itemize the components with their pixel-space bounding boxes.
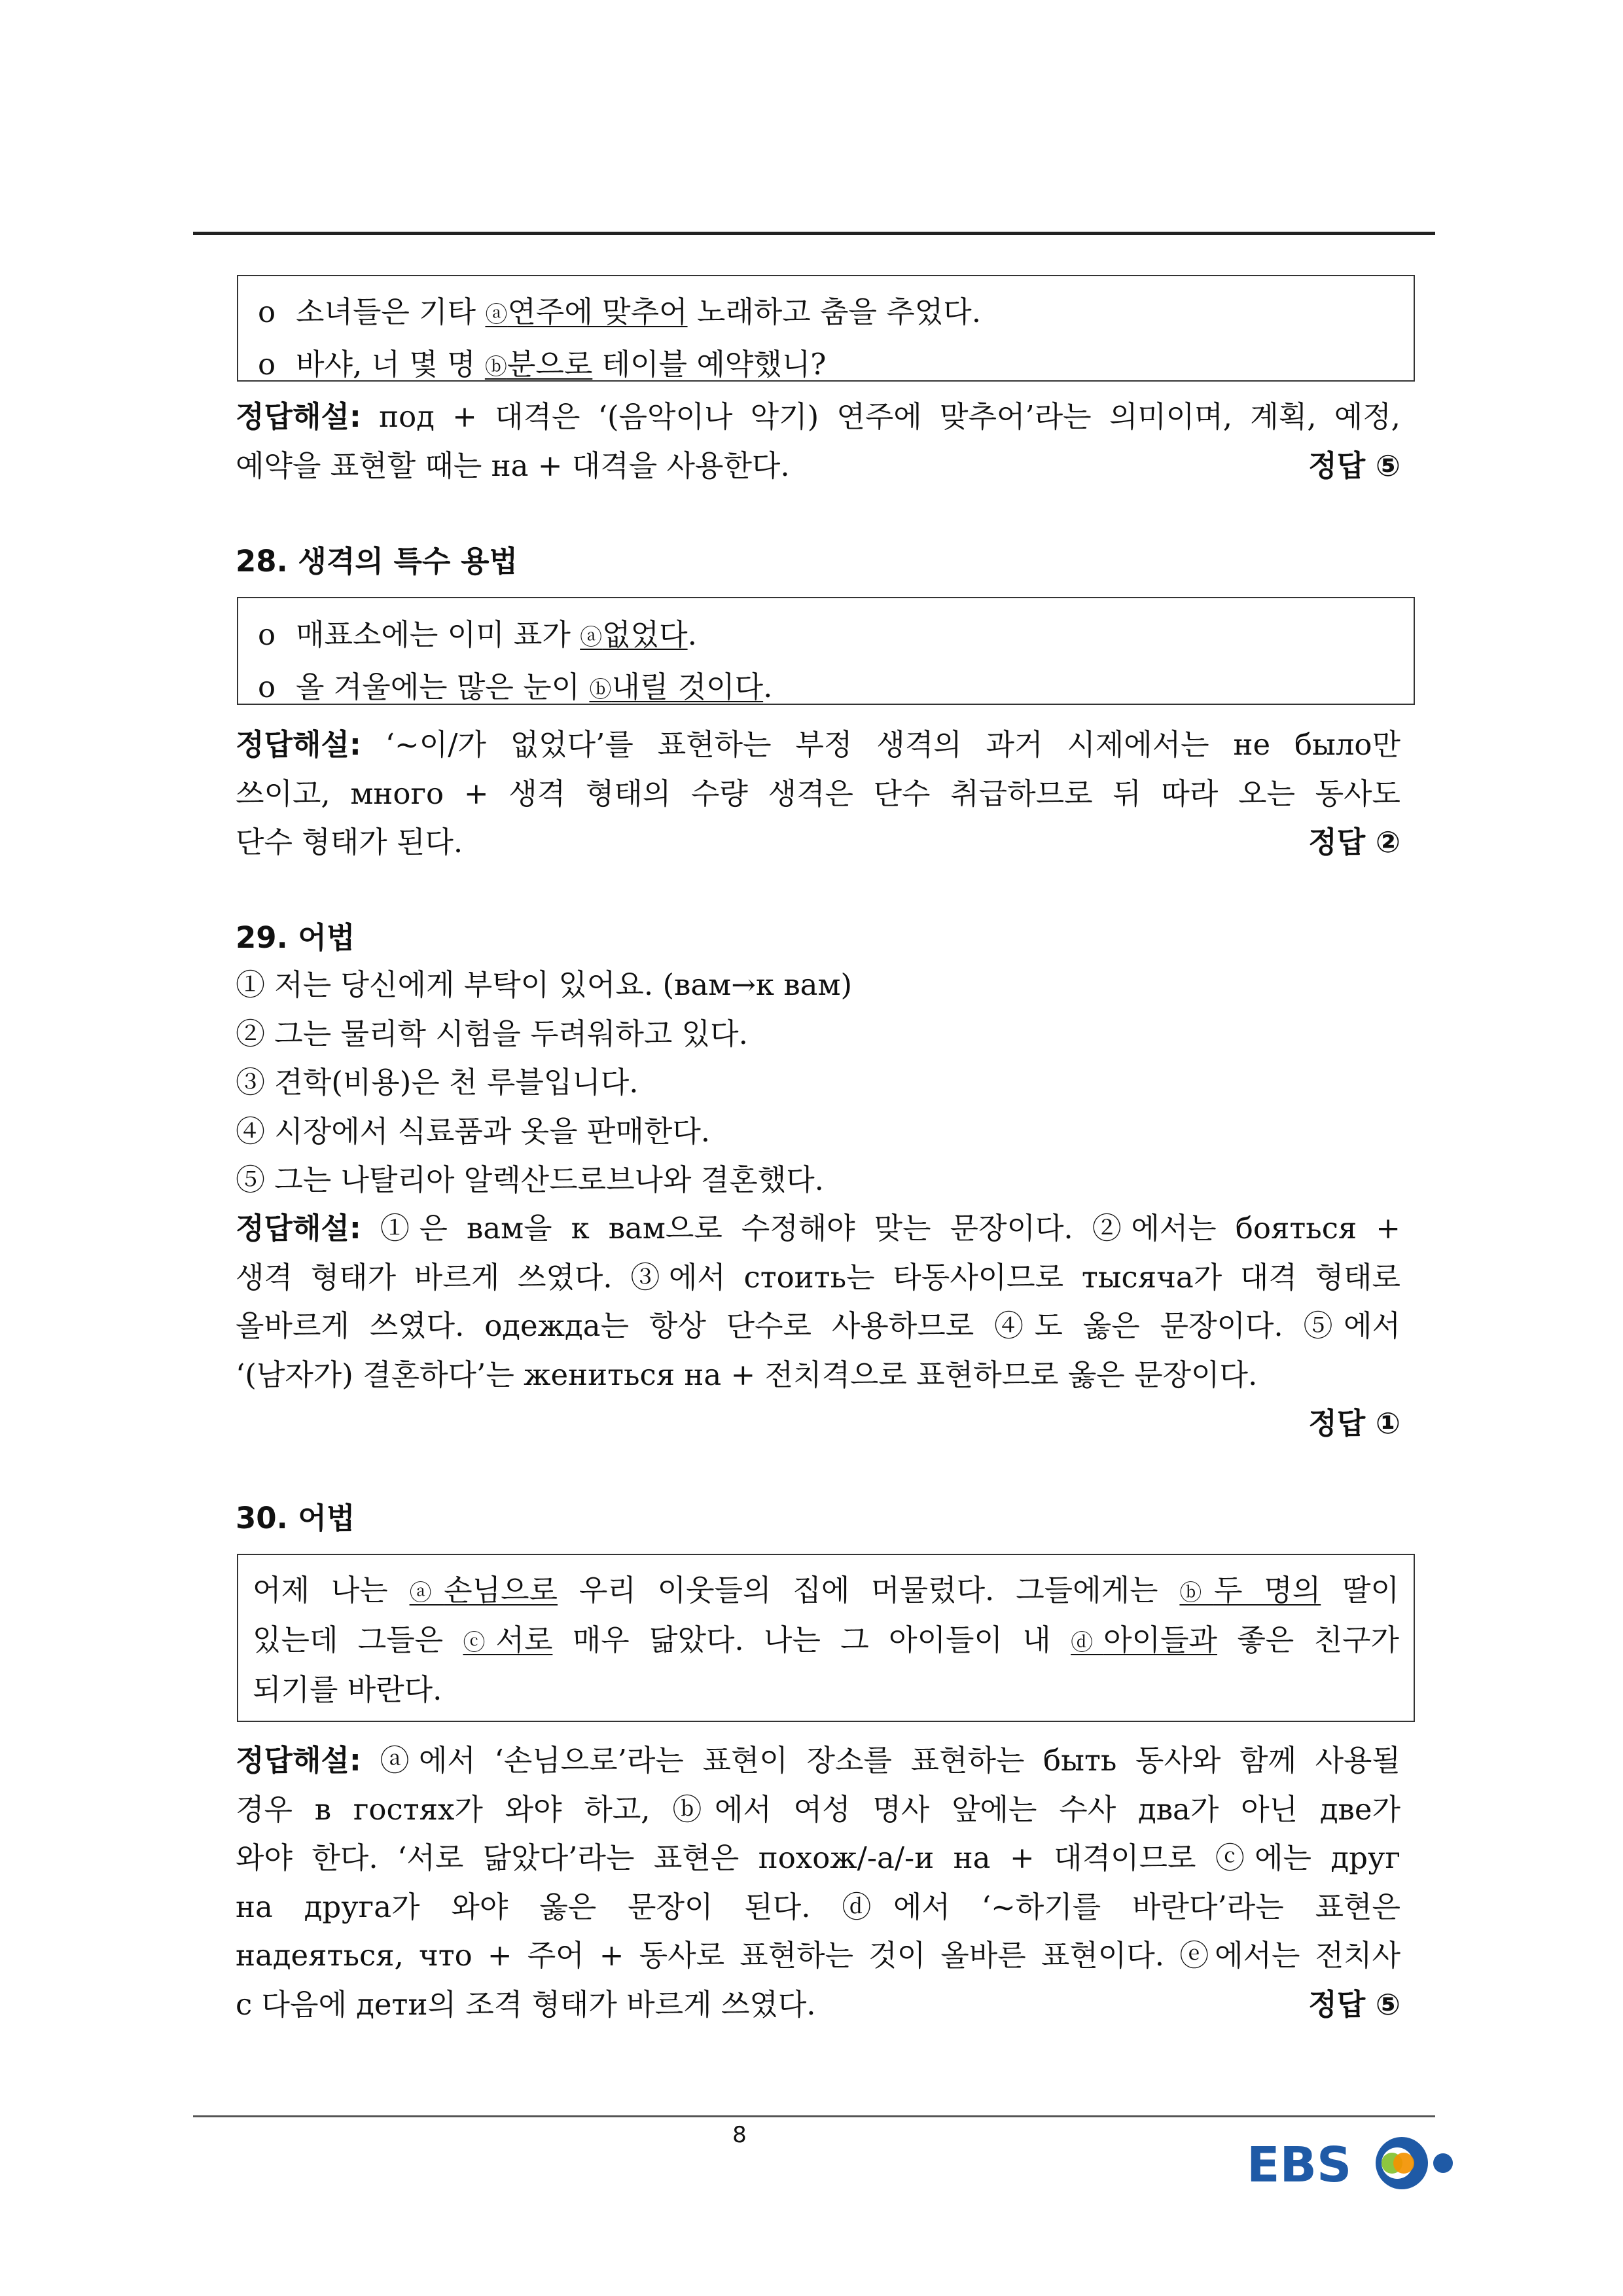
answer-label: 정답 ②: [1308, 825, 1400, 859]
answer-label: 정답 ⑤: [1308, 448, 1400, 483]
option-item: ① 저는 당신에게 부탁이 있어요. (вам→к вам): [236, 967, 853, 1002]
explanation-label: 정답해설:: [236, 1743, 361, 1778]
logo-text: EBS: [1247, 2137, 1352, 2193]
example-paragraph-line: 되기를 바란다.: [253, 1672, 442, 1707]
explanation-label: 정답해설:: [236, 1211, 361, 1246]
option-list-29: [236, 961, 1400, 1205]
explanation-label: 정답해설:: [236, 399, 361, 434]
section-heading-28: 28. 생격의 특수 용법: [236, 544, 518, 579]
option-item: ④ 시장에서 식료품과 옷을 판매한다.: [236, 1113, 711, 1149]
option-item: ⑤ 그는 나탈리아 알렉산드로브나와 결혼했다.: [236, 1162, 824, 1197]
example-sentence: o 매표소에는 이미 표가 ⓐ없었다.: [258, 617, 697, 652]
example-sentence: o 소녀들은 기타 ⓐ연주에 맞추어 노래하고 춤을 추었다.: [258, 295, 982, 329]
example-paragraph-line: 있는데 그들은 ⓒ서로 매우 닮았다. 나는 그 아이들이 내 ⓓ아이들과 좋은 친구가: [253, 1623, 1399, 1657]
example-paragraph-line: 어제 나는 ⓐ손님으로 우리 이웃들의 집에 머물렀다. 그들에게는 ⓑ두 명의 딸이: [253, 1573, 1400, 1607]
explanation-28: 정답해설: ‘~이/가 없었다’를 표현하는 부정 생격의 과거 시제에서는 не было만 쓰이고, много + 생격 형태의 수량 생격은 단수 취급하므로 뒤 따라 오는 동사도 단수 형태가 된다. 정답 ②: [236, 721, 1400, 867]
footer-rule: [193, 2115, 1435, 2117]
example-box-27: [237, 275, 1415, 382]
example-box-28: [237, 597, 1415, 705]
page-number: 8: [732, 2122, 747, 2148]
answer-label: 정답 ①: [1308, 1406, 1400, 1441]
section-heading-30: 30. 어법: [236, 1501, 355, 1535]
example-sentence: o 바샤, 너 몇 명 ⓑ분으로 테이블 예약했니?: [258, 347, 827, 382]
option-item: ② 그는 물리학 시험을 두려워하고 있다.: [236, 1016, 748, 1051]
example-box-30: [237, 1554, 1415, 1722]
ebs-logo: [1247, 2130, 1456, 2196]
explanation-label: 정답해설:: [236, 727, 361, 762]
explanation-29: 정답해설: ①은 вам을 к вам으로 수정해야 맞는 문장이다. ②에서는 бояться + 생격 형태가 바르게 쓰였다. ③에서 стоить는 타동사이므로 тысяча가 대격 형태로 올바르게 쓰였다. одежда는 항상 단수로 사용하므로 ④도 옳은 문장이다. ⑤에서 ‘(남자가) 결혼하다’는 жениться на + 전치격으로 표현하므로 옳은 문장이다. 정답 ①: [236, 1211, 1400, 1441]
answer-label: 정답 ⑤: [1308, 1986, 1400, 2022]
header-rule: [193, 232, 1435, 235]
option-item: ③ 견학(비용)은 천 루블입니다.: [236, 1065, 639, 1100]
example-sentence: o 올 겨울에는 많은 눈이 ⓑ내릴 것이다.: [258, 670, 773, 704]
explanation-30: 정답해설: ⓐ에서 ‘손님으로’라는 표현이 장소를 표현하는 быть 동사와 함께 사용될 경우 в гостях가 와야 하고, ⓑ에서 여성 명사 앞에는 수사 два가 아닌 две가 와야 한다. ‘서로 닮았다’라는 표현은 похож/-а/-и на + 대격이므로 ⓒ에는 друг на друга가 와야 옳은 문장이 된다. ⓓ에서 ‘~하기를 바란다’라는 표현은 надеяться, что + 주어 + 동사로 표현하는 것이 올바른 표현이다. ⓔ에서는 전치사 с 다음에 дети의 조격 형태가 바르게 쓰였다. 정답 ⑤: [236, 1736, 1400, 2029]
explanation-27: 정답해설: под + 대격은 ‘(음악이나 악기) 연주에 맞추어’라는 의미이며, 계획, 예정, 예약을 표현할 때는 на + 대격을 사용한다. 정답 ⑤: [236, 393, 1400, 490]
section-heading-29: 29. 어법: [236, 920, 355, 955]
